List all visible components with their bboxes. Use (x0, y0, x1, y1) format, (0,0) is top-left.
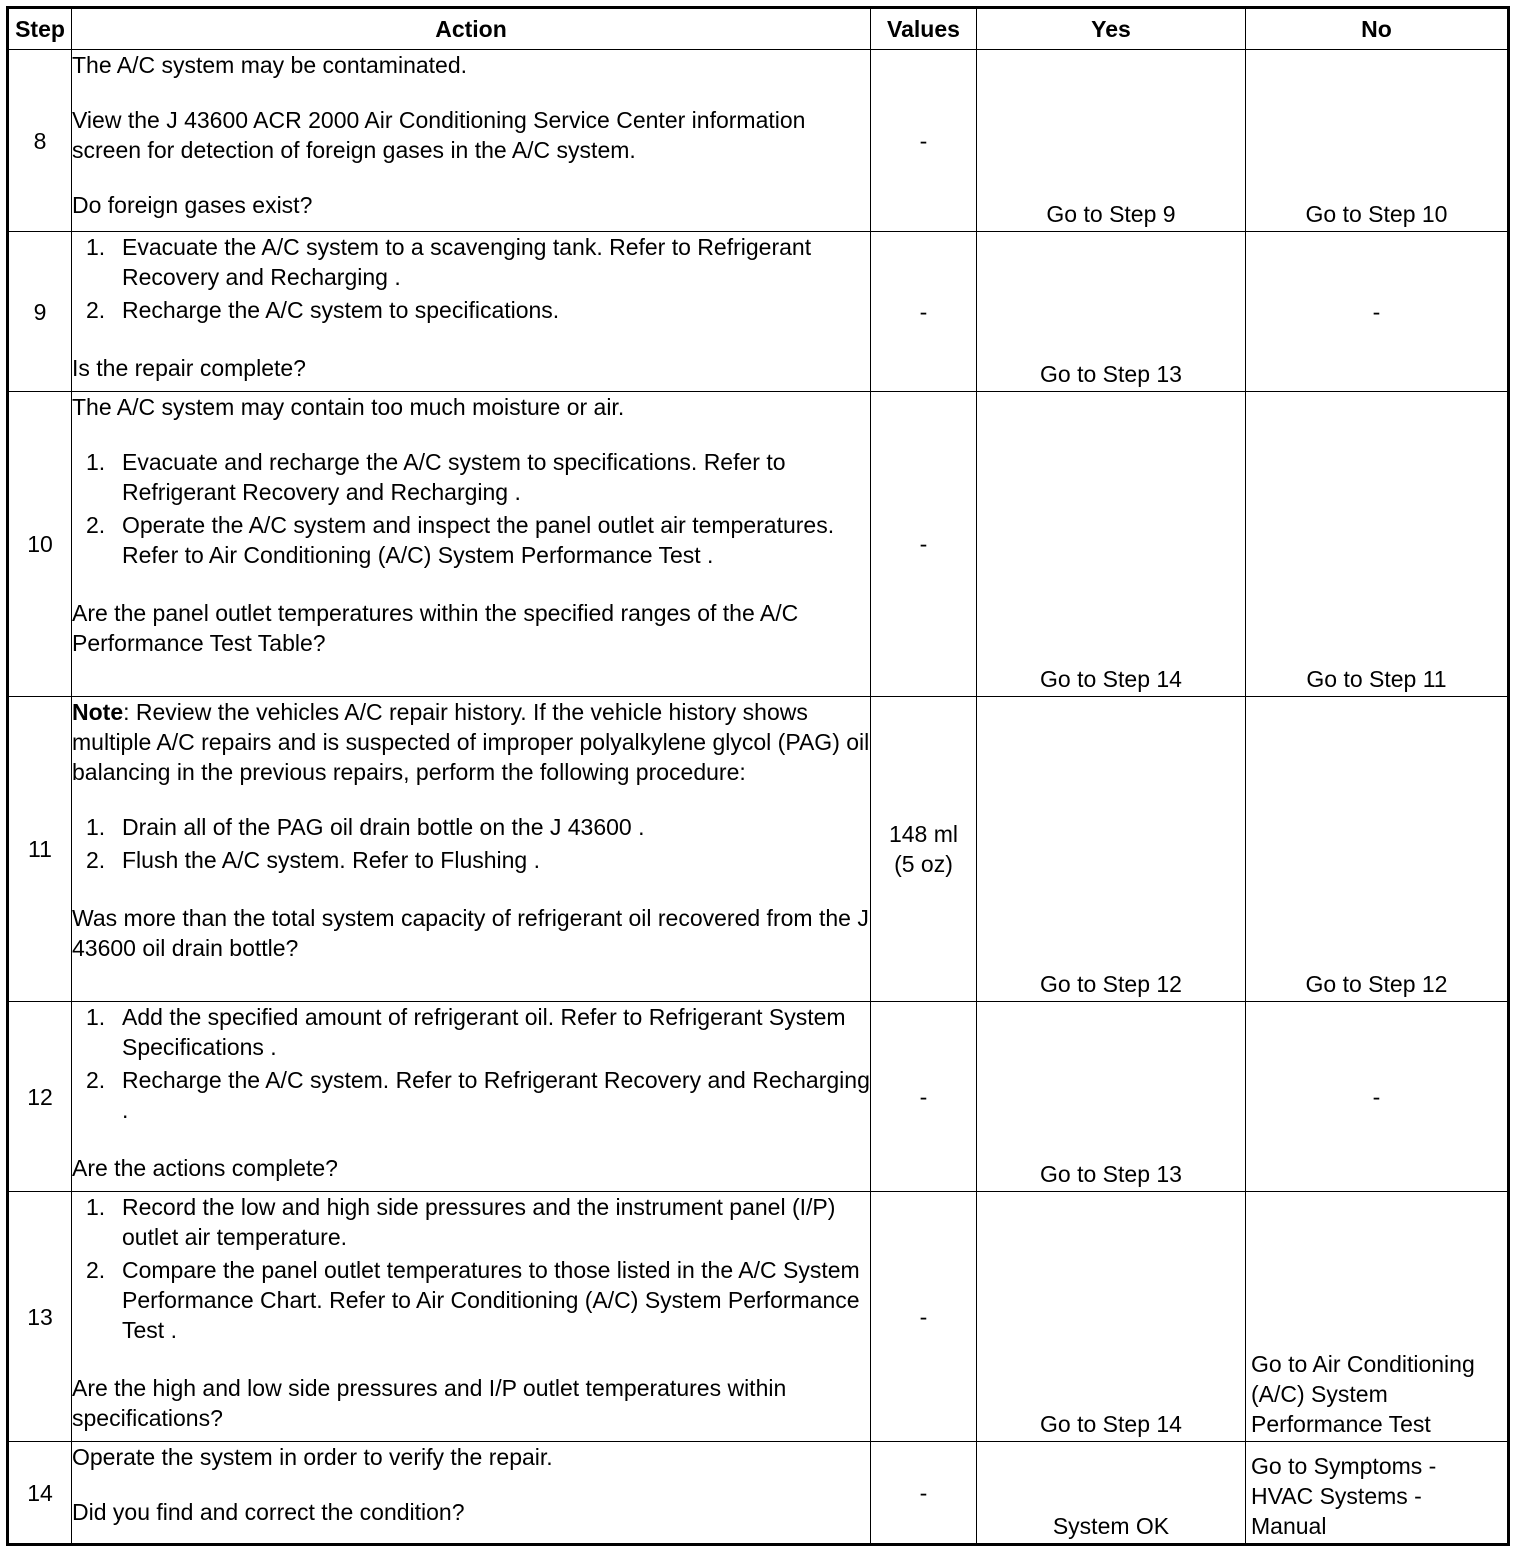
value-cell: - (871, 392, 977, 697)
action-list (72, 1002, 870, 1125)
step-number: 14 (8, 1442, 72, 1545)
no-cell: - (1246, 232, 1509, 392)
header-row (8, 8, 1509, 50)
yes-cell (977, 50, 1246, 232)
table-row (8, 697, 1509, 1002)
no-cell (1246, 50, 1509, 232)
step-number: 11 (8, 697, 72, 1002)
yes-link[interactable]: System OK (1052, 1513, 1170, 1539)
action-list (72, 1192, 870, 1345)
action-question: Are the panel outlet temperatures within the specified ranges of the A/C Performance Test Table? (72, 600, 799, 656)
yes-link[interactable]: Go to Step 13 (1040, 361, 1182, 387)
note-label: Note (72, 699, 124, 725)
list-item: 2. Recharge the A/C system. Refer to Refrigerant Recovery and Recharging . (86, 1067, 870, 1123)
list-item: 1. Drain all of the PAG oil drain bottle on the J 43600 . (86, 814, 645, 840)
yes-cell (977, 1002, 1246, 1192)
no-link[interactable]: Go to Step 10 (1305, 201, 1448, 227)
header-no: No (1246, 8, 1509, 50)
yes-cell (977, 392, 1246, 697)
step-number: 9 (8, 232, 72, 392)
list-item: 1. Evacuate the A/C system to a scavenging tank. Refer to Refrigerant Recovery and Recharging . (86, 234, 812, 290)
action-list (72, 812, 870, 875)
action-intro: The A/C system may be contaminated. (72, 52, 468, 78)
no-cell (1246, 697, 1509, 1002)
value-cell: - (871, 1192, 977, 1442)
yes-cell (977, 1192, 1246, 1442)
list-item: 2. Operate the A/C system and inspect the panel outlet air temperatures. Refer to Air Conditioning (A/C) System Performance Test . (86, 512, 835, 568)
action-question: Is the repair complete? (72, 355, 306, 381)
value-cell: - (871, 232, 977, 392)
yes-link[interactable]: Go to Step 12 (1040, 971, 1182, 997)
diagnostic-table (6, 6, 1510, 1546)
value-cell: - (871, 1002, 977, 1192)
step-number: 12 (8, 1002, 72, 1192)
list-item: 2. Recharge the A/C system to specifications. (86, 297, 560, 323)
no-cell (1246, 1192, 1509, 1442)
list-item: 2. Flush the A/C system. Refer to Flushing . (86, 847, 540, 873)
action-cell (72, 392, 871, 697)
action-cell (72, 232, 871, 392)
table-row (8, 1192, 1509, 1442)
value-line: 148 ml (888, 821, 959, 847)
yes-link[interactable]: Go to Step 14 (1040, 666, 1182, 692)
yes-cell (977, 232, 1246, 392)
step-number: 8 (8, 50, 72, 232)
list-item: 1. Evacuate and recharge the A/C system to specifications. Refer to Refrigerant Recovery and Recharging . (86, 449, 786, 505)
action-question: Are the high and low side pressures and I/P outlet temperatures within specifications? (72, 1375, 787, 1431)
table-row (8, 232, 1509, 392)
list-item: 1. Record the low and high side pressures and the instrument panel (I/P) outlet air temperature. (86, 1194, 836, 1250)
value-cell: - (871, 1442, 977, 1545)
yes-link[interactable]: Go to Step 13 (1040, 1161, 1182, 1187)
yes-link[interactable]: Go to Step 14 (1040, 1411, 1182, 1437)
table-row (8, 392, 1509, 697)
header-action: Action (72, 8, 871, 50)
action-question: Do foreign gases exist? (72, 192, 313, 218)
action-question: Are the actions complete? (72, 1155, 338, 1181)
table-row (8, 1002, 1509, 1192)
header-values: Values (871, 8, 977, 50)
yes-cell (977, 1442, 1246, 1545)
list-item: 2. Compare the panel outlet temperatures to those listed in the A/C System Performance Chart. Refer to Air Conditioning (A/C) System Performance Test . (86, 1257, 860, 1343)
no-link[interactable]: Go to Air Conditioning (A/C) System Performance Test (1251, 1351, 1475, 1437)
no-link[interactable]: Go to Step 12 (1305, 971, 1448, 997)
action-cell (72, 1192, 871, 1442)
yes-link[interactable]: Go to Step 9 (1046, 201, 1176, 227)
header-step: Step (8, 8, 72, 50)
no-cell (1246, 392, 1509, 697)
value-cell: - (871, 50, 977, 232)
no-link[interactable]: Go to Symptoms - HVAC Systems - Manual (1251, 1453, 1437, 1539)
step-number: 10 (8, 392, 72, 697)
no-cell: - (1246, 1002, 1509, 1192)
value-line: (5 oz) (894, 851, 953, 877)
action-intro: The A/C system may contain too much moisture or air. (72, 394, 625, 420)
yes-cell (977, 697, 1246, 1002)
no-link[interactable]: Go to Step 11 (1306, 666, 1447, 692)
action-cell (72, 697, 871, 1002)
note-text: Note: Review the vehicles A/C repair history. If the vehicle history shows multiple A/C repairs and is suspected of improper polyalkylene glycol (PAG) oil balancing in the previous repairs, perform the following procedure: (72, 699, 870, 785)
table-row (8, 50, 1509, 232)
action-cell (72, 1002, 871, 1192)
action-question: Did you find and correct the condition? (72, 1499, 465, 1525)
list-item: 1. Add the specified amount of refrigerant oil. Refer to Refrigerant System Specifications . (86, 1004, 846, 1060)
action-list (72, 232, 870, 325)
action-intro: Operate the system in order to verify the repair. (72, 1444, 553, 1470)
action-cell (72, 1442, 871, 1545)
no-cell (1246, 1442, 1509, 1545)
header-yes: Yes (977, 8, 1246, 50)
table-row (8, 1442, 1509, 1545)
action-cell (72, 50, 871, 232)
step-number: 13 (8, 1192, 72, 1442)
value-cell (871, 697, 977, 1002)
action-list (72, 447, 870, 570)
action-paragraph: View the J 43600 ACR 2000 Air Conditioning Service Center information screen for detection of foreign gases in the A/C system. (72, 107, 806, 163)
action-question: Was more than the total system capacity of refrigerant oil recovered from the J 43600 oil drain bottle? (72, 905, 869, 961)
